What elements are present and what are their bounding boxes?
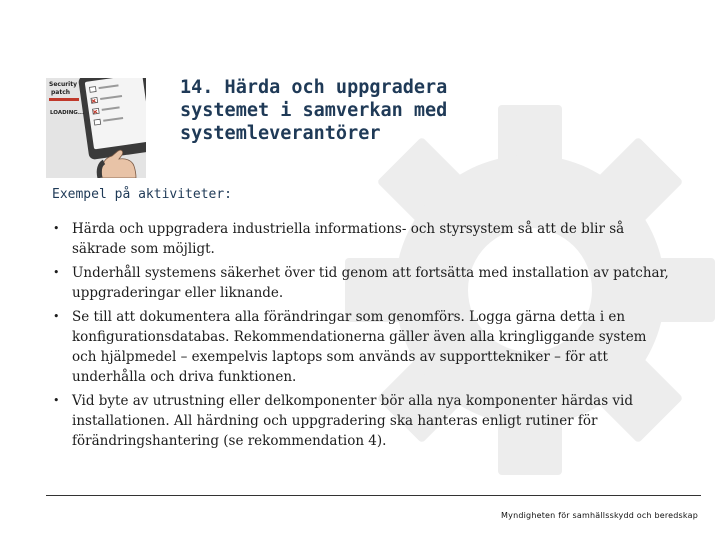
activity-item xyxy=(50,307,670,387)
activity-text: Underhåll systemens säkerhet över tid genom att fortsätta med installation av patchar, uppgraderingar eller liknande. xyxy=(72,265,669,301)
activity-text: Härda och uppgradera industriella informations- och styrsystem så att de blir så säkrade som möjligt. xyxy=(72,221,625,257)
bullet-icon: • xyxy=(53,222,60,235)
footer-divider xyxy=(46,495,701,496)
bullet-icon: • xyxy=(53,310,60,323)
activity-item xyxy=(50,219,670,259)
activity-item xyxy=(50,263,670,303)
footer-organization: Myndigheten för samhällsskydd och beredskap xyxy=(501,511,698,520)
illustration-label-loading: LOADING... xyxy=(50,110,85,116)
bullet-icon: • xyxy=(53,394,60,407)
slide-title: 14. Härda och uppgradera systemet i samverkan med systemleverantörer xyxy=(180,77,448,144)
activity-item xyxy=(50,391,670,451)
activity-text: Vid byte av utrustning eller delkomponenter bör alla nya komponenter härdas vid installationen. All härdning och uppgradering ska hanteras enligt rutiner för förändringshantering (se rekommendation 4). xyxy=(72,393,633,449)
activities-list xyxy=(50,219,670,451)
bullet-icon: • xyxy=(53,266,60,279)
security-patch-illustration xyxy=(46,78,146,178)
illustration-label-security: Security xyxy=(49,81,78,88)
computer-screen-icon xyxy=(46,78,146,178)
illustration-label-patch: patch xyxy=(51,89,71,96)
activities-heading: Exempel på aktiviteter: xyxy=(52,187,233,202)
activity-text: Se till att dokumentera alla förändringar som genomförs. Logga gärna detta i en konfigurationsdatabas. Rekommendationerna gäller även alla kringliggande system och hjälpmedel – exempelvis laptops som används av supporttekniker – för att underhålla och driva funktionen. xyxy=(72,309,647,385)
